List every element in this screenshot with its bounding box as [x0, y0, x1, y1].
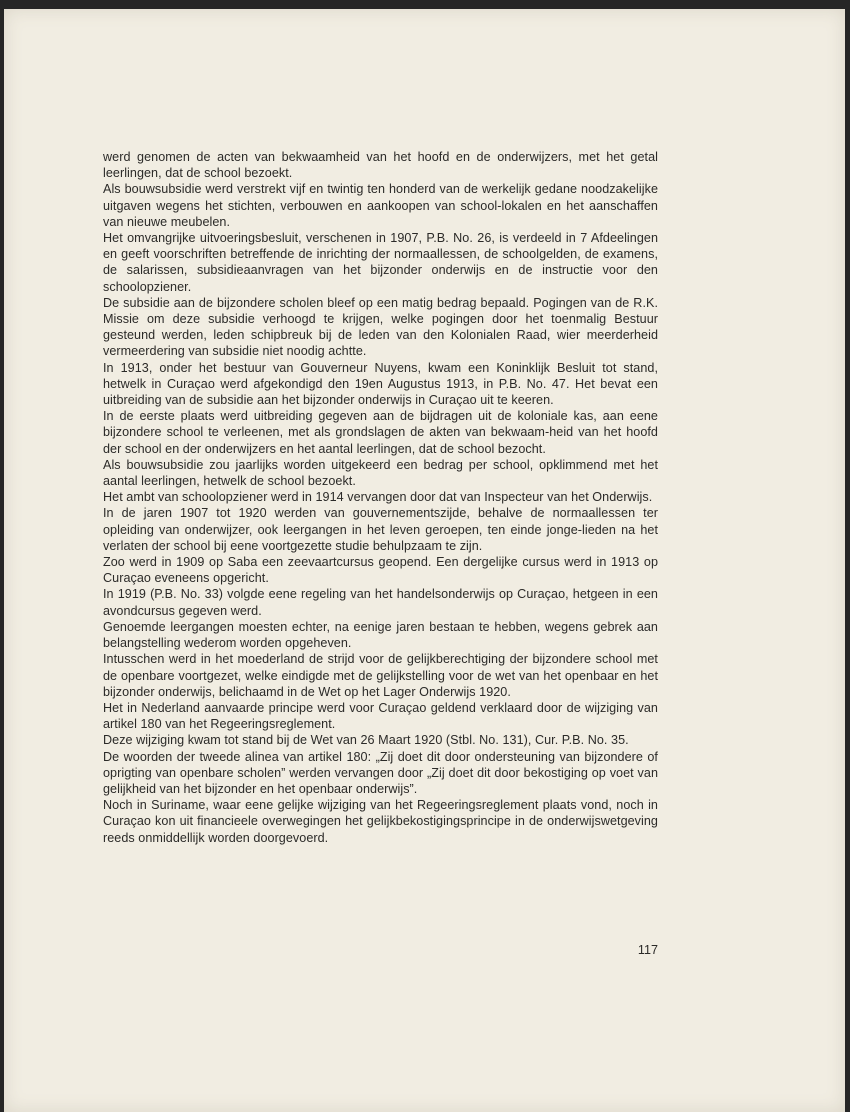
paragraph: Als bouwsubsidie zou jaarlijks worden uitgekeerd een bedrag per school, opklimmend met het aantal leerlingen, hetwelk de school bezoekt.: [103, 457, 658, 489]
paragraph: In 1913, onder het bestuur van Gouverneur Nuyens, kwam een Koninklijk Besluit tot stand, hetwelk in Curaçao werd afgekondigd den 19en Augustus 1913, in P.B. No. 47. Het bevat een uitbreiding van de subsidie aan het bijzonder onderwijs in Curaçao uit te keeren.: [103, 360, 658, 408]
paragraph: In de jaren 1907 tot 1920 werden van gouvernementszijde, behalve de normaallessen ter opleiding van onderwijzer, ook leergangen in het leven geroepen, ten einde jonge-lieden na het verlaten der school bij eene voortgezette studie behulpzaam te zijn.: [103, 506, 658, 553]
paragraph: werd genomen de acten van bekwaamheid van het hoofd en de onderwijzers, met het getal leerlingen, dat de school bezoekt.: [103, 150, 658, 181]
page-number: 117: [637, 943, 658, 957]
body-text: [103, 149, 658, 846]
paragraph: In 1919 (P.B. No. 33) volgde eene regeling van het handelsonderwijs op Curaçao, hetgeen in een avondcursus gegeven werd.: [103, 587, 658, 618]
paragraph: In de eerste plaats werd uitbreiding gegeven aan de bijdragen uit de koloniale kas, aan eene bijzondere school te verleenen, met als grondslagen de akten van bekwaam-heid van het hoofd der school en der onderwijzers en het aantal leerlingen, dat de school bezocht.: [103, 409, 658, 456]
paragraph: Het in Nederland aanvaarde principe werd voor Curaçao geldend verklaard door de wijziging van artikel 180 van het Regeeringsreglement.: [103, 700, 658, 732]
paragraph: De woorden der tweede alinea van artikel 180: „Zij doet dit door ondersteuning van bijzondere of oprigting van openbare scholen” werden vervangen door „Zij doet dit door bekostiging op voet van gelijkheid van het bijzonder en het openbaar onderwijs”.: [103, 749, 658, 796]
paragraph: Het omvangrijke uitvoeringsbesluit, verschenen in 1907, P.B. No. 26, is verdeeld in 7 Afdeelingen en geeft voorschriften betreffende de inrichting der normaallessen, de schoolgelden, de examens, de salarissen, subsidieaanvragen van het bijzonder onderwijs en de instructie voor den schoolopziener.: [103, 231, 658, 294]
paragraph: Zoo werd in 1909 op Saba een zeevaartcursus geopend. Een dergelijke cursus werd in 1913 op Curaçao eveneens opgericht.: [103, 555, 658, 586]
document-page: [4, 9, 845, 1112]
paragraph: Deze wijziging kwam tot stand bij de Wet van 26 Maart 1920 (Stbl. No. 131), Cur. P.B. No. 35.: [103, 733, 629, 748]
paragraph: Intusschen werd in het moederland de strijd voor de gelijkberechtiging der bijzondere school met de openbare voortgezet, welke eindigde met de gelijkstelling voor de wet van het openbaar en het bijzonder onderwijs, belichaamd in de Wet op het Lager Onderwijs 1920.: [103, 652, 658, 699]
paragraph: Genoemde leergangen moesten echter, na eenige jaren bestaan te hebben, wegens gebrek aan belangstelling wederom worden opgeheven.: [103, 619, 658, 651]
paragraph: Noch in Suriname, waar eene gelijke wijziging van het Regeeringsreglement plaats vond, noch in Curaçao kon uit financieele overwegingen het gelijkbekostigingsprincipe in de onderwijswetgeving reeds onmiddellijk worden doorgevoerd.: [103, 798, 658, 845]
paragraph: Het ambt van schoolopziener werd in 1914 vervangen door dat van Inspecteur van het Onderwijs.: [103, 490, 653, 505]
paragraph: De subsidie aan de bijzondere scholen bleef op een matig bedrag bepaald. Pogingen van de R.K. Missie om deze subsidie verhoogd te krijgen, welke pogingen door het toenmalig Bestuur gesteund werden, leden schipbreuk bij de leden van den Kolonialen Raad, wier meerderheid vermeerdering van subsidie niet noodig achtte.: [103, 295, 658, 359]
paragraph: Als bouwsubsidie werd verstrekt vijf en twintig ten honderd van de werkelijk gedane noodzakelijke uitgaven wegens het stichten, verbouwen en aankoopen van school-lokalen en het aanschaffen van nieuwe meubelen.: [103, 182, 658, 229]
